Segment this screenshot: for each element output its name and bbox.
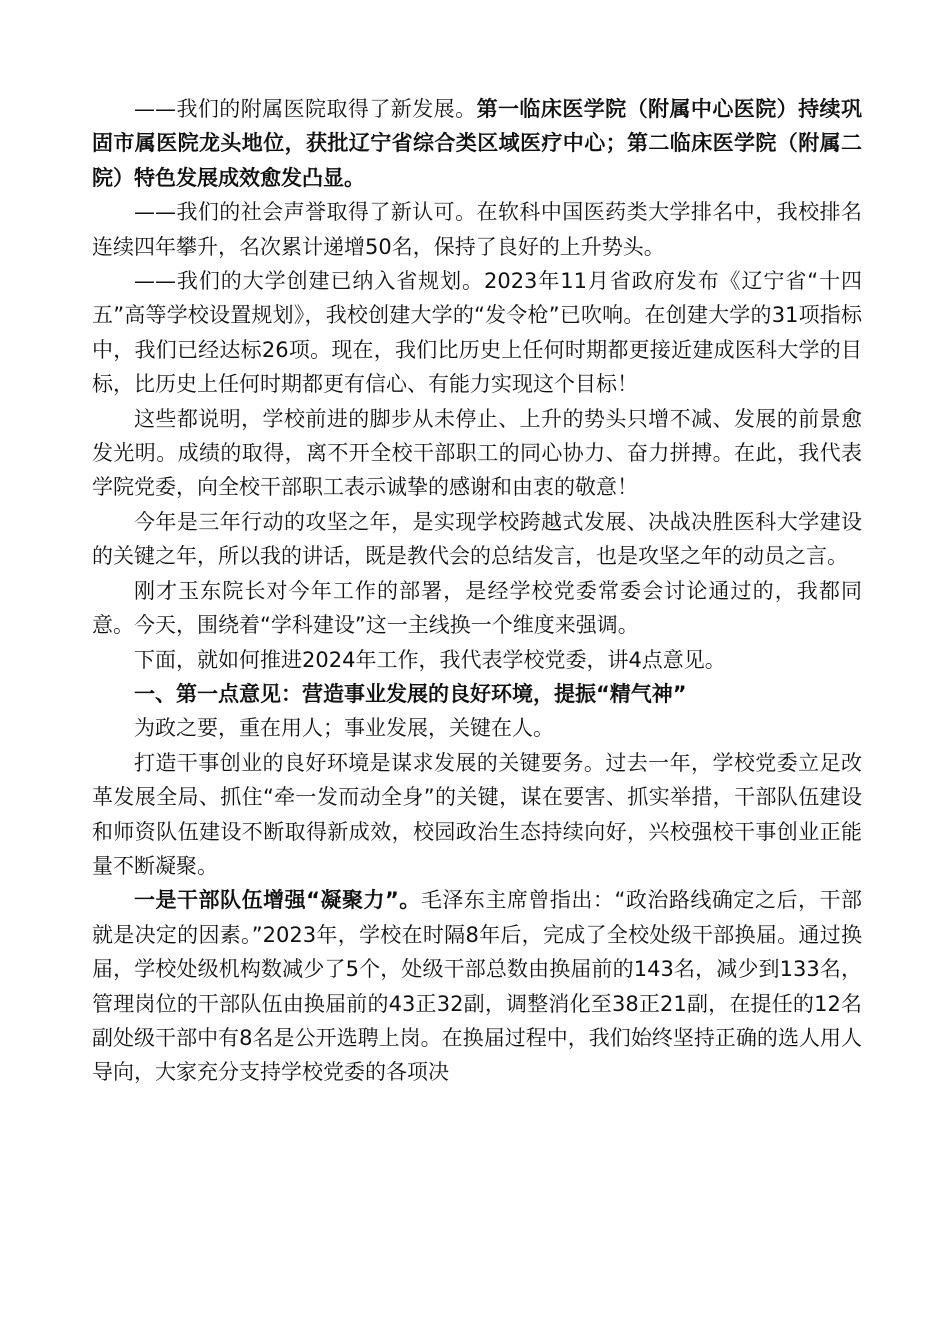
paragraph-social-reputation xyxy=(92,195,862,264)
paragraph-run: 今年是三年行动的攻坚之年，是实现学校跨越式发展、决战决胜医科大学建设的关键之年，所以我的讲话，既是教代会的总结发言，也是攻坚之年的动员之言。 xyxy=(92,509,862,569)
section-heading-text: 一、第一点意见：营造事业发展的良好环境，提振“精气神” xyxy=(134,681,687,706)
paragraph-run: 打造干事创业的良好环境是谋求发展的关键要务。过去一年，学校党委立足改革发展全局、抓住“牵一发而动全身”的关键，谋在要害、抓实举措，干部队伍建设和师资队伍建设不断取得新成效，校园政治生态持续向好，兴校强校干事创业正能量不断凝聚。 xyxy=(92,750,862,878)
document-page xyxy=(92,92,862,1090)
paragraph-run: 毛泽东主席曾指出：“政治路线确定之后，干部就是决定的因素。”2023年，学校在时隔8年后，完成了全校处级干部换届。通过换届，学校处级机构数减少了5个，处级干部总数由换届前的143名，减少到133名，管理岗位的干部队伍由换届前的43正32副，调整消化至38正21副，在提任的12名副处级干部中有8名是公开选聘上岗。在换届过程中，我们始终坚持正确的选人用人导向，大家充分支持学校党委的各项决 xyxy=(92,888,862,1085)
paragraph-run: ——我们的大学创建已纳入省规划。2023年11月省政府发布《辽宁省“十四五”高等学校设置规划》，我校创建大学的“发令枪”已吹响。在创建大学的31项指标中，我们已经达标26项。现在，我们比历史上任何时期都更接近建成医科大学的目标，比历史上任何时期都更有信心、有能力实现这个目标！ xyxy=(92,269,862,397)
paragraph-run: ——我们的附属医院取得了新发展。 xyxy=(134,97,477,121)
paragraph-run: 下面，就如何推进2024年工作，我代表学校党委，讲4点意见。 xyxy=(134,647,726,672)
paragraph-run: 刚才玉东院长对今年工作的部署，是经学校党委常委会讨论通过的，我都同意。今天，围绕着“学科建设”这一主线换一个维度来强调。 xyxy=(92,578,862,638)
paragraph-run-bold: 第一临床医学院（附属中心医院）持续巩固市属医院龙头地位，获批辽宁省综合类区域医疗中心；第二临床医学院（附属二院）特色发展成效愈发凸显。 xyxy=(92,97,862,190)
section-heading-first-point xyxy=(92,677,862,711)
paragraph-key-year xyxy=(92,505,862,574)
paragraph-run: 这些都说明，学校前进的脚步从未停止、上升的势头只增不减、发展的前景愈发光明。成绩的取得，离不开全校干部职工的同心协力、奋力拼搏。在此，我代表学院党委，向全校干部职工表示诚挚的感谢和由衷的敬意！ xyxy=(92,406,862,500)
paragraph-four-points xyxy=(92,643,862,677)
paragraph-summary-thanks xyxy=(92,402,862,505)
paragraph-run: 为政之要，重在用人；事业发展，关键在人。 xyxy=(134,716,554,741)
paragraph-work-deployment xyxy=(92,574,862,643)
paragraph-run: ——我们的社会声誉取得了新认可。在软科中国医药类大学排名中，我校排名连续四年攀升，名次累计递增50名，保持了良好的上升势头。 xyxy=(92,200,862,259)
paragraph-governance xyxy=(92,711,862,745)
paragraph-environment xyxy=(92,746,862,884)
paragraph-run-bold: 一是干部队伍增强“凝聚力”。 xyxy=(134,888,421,913)
paragraph-university-plan xyxy=(92,264,862,402)
paragraph-cadre-cohesion xyxy=(92,883,862,1089)
paragraph-hospital-development xyxy=(92,92,862,195)
